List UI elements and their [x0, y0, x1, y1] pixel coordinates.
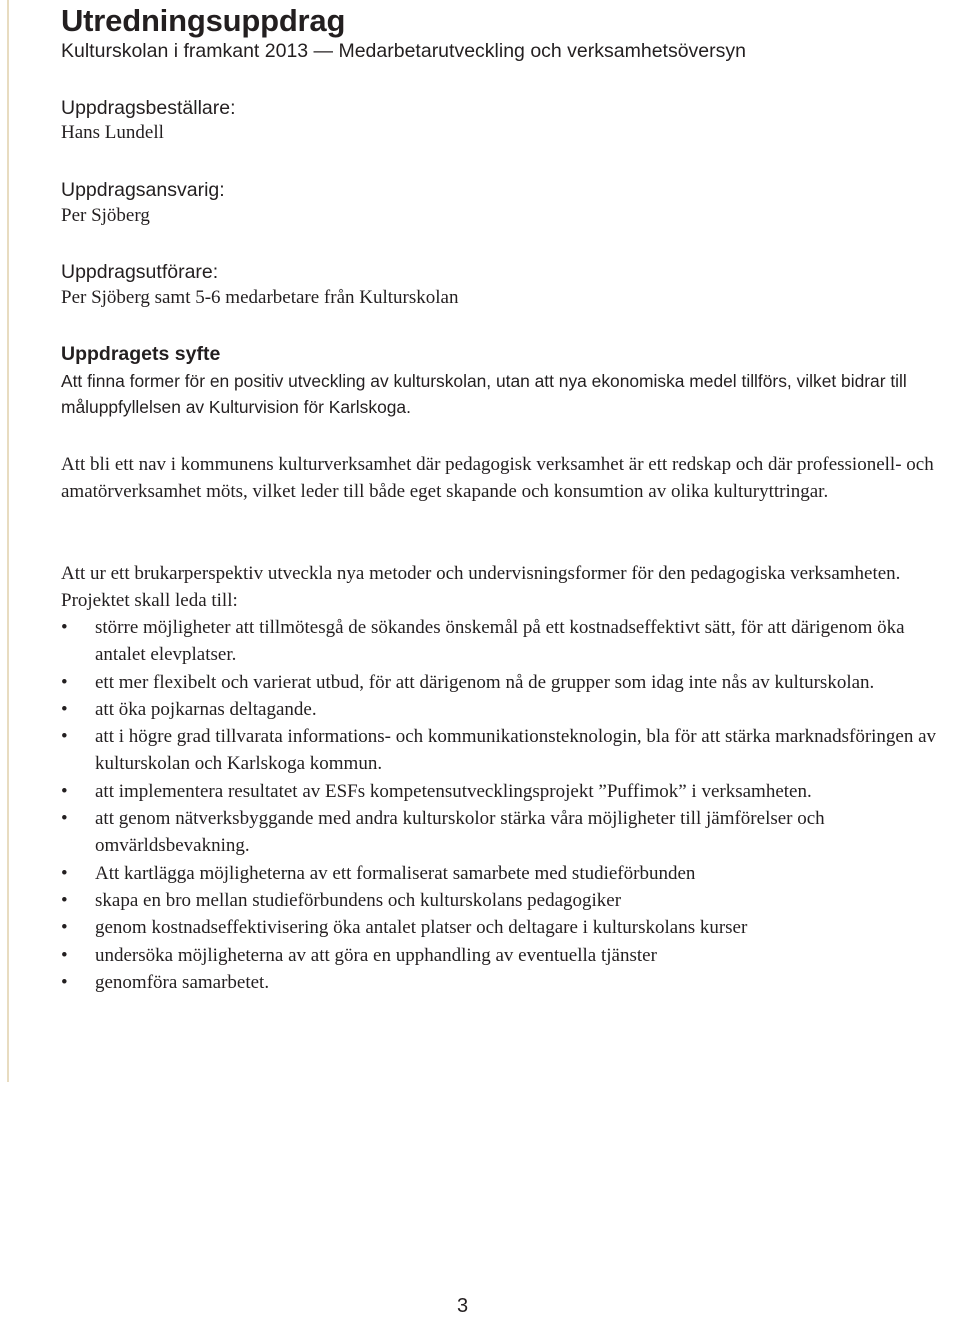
purpose-heading: Uppdragets syfte	[61, 343, 221, 365]
hub-paragraph: Att bli ett nav i kommunens kulturverksamhet där pedagogisk verksamhet är ett redskap och där professionell- och amatörverksamhet möts, vilket leder till både eget skapande och konsumtion av olika kulturyttringar.	[61, 454, 934, 503]
document-title: Utredningsuppdrag	[61, 3, 346, 38]
bullet-icon: •	[61, 862, 68, 884]
list-item-text: skapa en bro mellan studieförbundens och kulturskolans pedagogiker	[95, 889, 622, 911]
bullet-icon: •	[61, 889, 68, 911]
list-item-text: att öka pojkarnas deltagande.	[95, 698, 317, 720]
list-item	[61, 723, 956, 778]
bullet-icon: •	[61, 808, 68, 830]
list-item	[61, 914, 956, 941]
list-item	[61, 887, 956, 914]
purpose-text: Att finna former för en positiv utveckling av kulturskolan, utan att nya ekonomiska medel tillförs, vilket bidrar till måluppfyllelsen av Kulturvision för Karlskoga.	[61, 371, 907, 417]
performer-label: Uppdragsutförare:	[61, 261, 219, 283]
bullet-icon: •	[61, 971, 68, 993]
list-item	[61, 942, 956, 969]
page-number: 3	[457, 1295, 469, 1317]
list-item	[61, 778, 956, 805]
list-item-text: genom kostnadseffektivisering öka antalet platser och deltagare i kulturskolans kurser	[95, 917, 748, 939]
list-item-text: undersöka möjligheterna av att göra en upphandling av eventuella tjänster	[95, 944, 657, 966]
list-item	[61, 669, 956, 696]
bullet-icon: •	[61, 617, 68, 638]
margin-rule	[7, 0, 9, 1082]
list-item	[61, 614, 956, 669]
bullet-icon: •	[61, 698, 68, 720]
list-item	[61, 860, 956, 887]
list-item-text: genomföra samarbetet.	[95, 971, 270, 993]
bullet-icon: •	[61, 671, 68, 693]
list-item	[61, 696, 956, 723]
commissioner-name: Hans Lundell	[61, 122, 164, 143]
document-page	[61, 0, 956, 993]
list-item-text: att implementera resultatet av ESFs kompetensutvecklingsprojekt ”Puffimok” i verksamheten.	[95, 780, 812, 802]
bullet-icon: •	[61, 944, 68, 966]
bullet-icon: •	[61, 726, 68, 748]
responsible-name: Per Sjöberg	[61, 205, 150, 226]
list-item-text: att genom nätverksbyggande med andra kulturskolor stärka våra möjligheter till jämförelser och omvärldsbevakning.	[95, 808, 825, 857]
bullet-icon: •	[61, 780, 68, 802]
user-perspective-paragraph: Att ur ett brukarperspektiv utveckla nya metoder och undervisningsformer för den pedagogiska verksamheten. Projektet skall leda till:	[61, 563, 901, 612]
list-item-text: större möjligheter att tillmötesgå de sökandes önskemål på ett kostnadseffektivt sätt, för att därigenom öka antalet elevplatser.	[95, 617, 905, 666]
list-item	[61, 969, 956, 996]
list-item-text: Att kartlägga möjligheterna av ett formaliserat samarbete med studieförbunden	[95, 862, 696, 884]
performer-name: Per Sjöberg samt 5-6 medarbetare från Kulturskolan	[61, 287, 459, 308]
commissioner-label: Uppdragsbeställare:	[61, 97, 236, 119]
list-item-text: ett mer flexibelt och varierat utbud, för att därigenom nå de grupper som idag inte nås av kulturskolan.	[95, 671, 875, 693]
bullet-icon: •	[61, 917, 68, 939]
list-item-text: att i högre grad tillvarata informations- och kommunikationsteknologin, bla för att stärka marknadsföringen av kulturskolan och Karlskoga kommun.	[95, 726, 937, 775]
goals-list	[61, 614, 956, 996]
responsible-label: Uppdragsansvarig:	[61, 179, 225, 201]
document-subtitle: Kulturskolan i framkant 2013 — Medarbetarutveckling och verksamhetsöversyn	[61, 40, 746, 62]
list-item	[61, 805, 956, 860]
